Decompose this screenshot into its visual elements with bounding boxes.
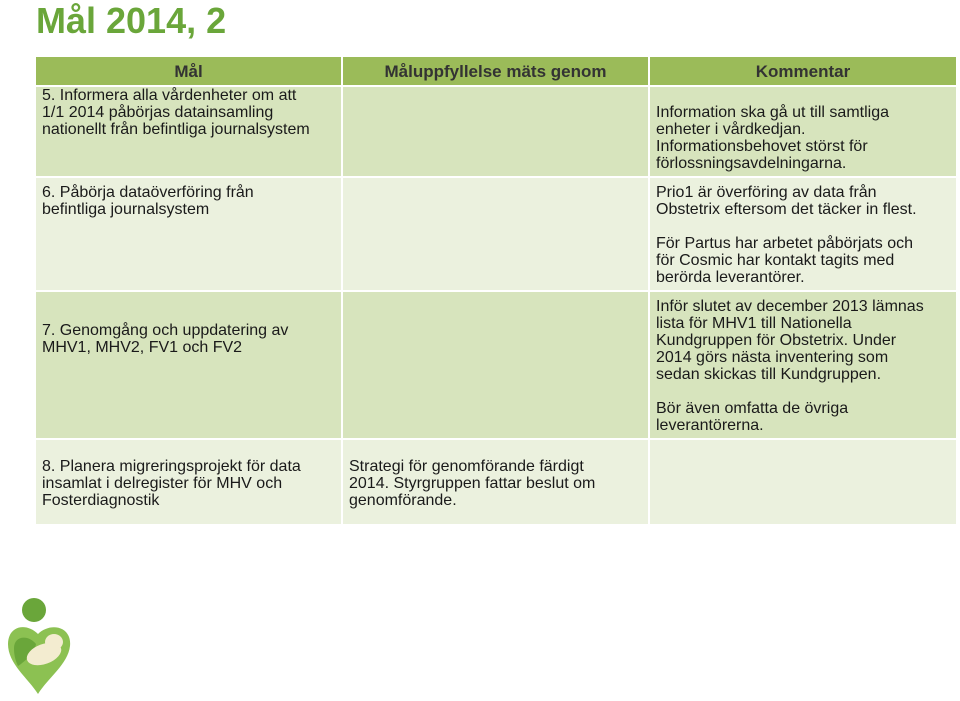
goal-text: 5. Informera alla vårdenheter om att 1/1 2014 påbörjas datainsamling nationellt från befintliga journalsystem bbox=[42, 87, 310, 138]
header-goal: Mål bbox=[35, 56, 342, 86]
table-header-row bbox=[35, 56, 957, 86]
table-row bbox=[35, 177, 957, 291]
goal-text: 6. Påbörja dataöverföring från befintliga journalsystem bbox=[42, 184, 254, 218]
goal-cell bbox=[35, 86, 342, 177]
comment-cell bbox=[649, 439, 957, 525]
measure-cell bbox=[342, 86, 649, 177]
comment-cell bbox=[649, 291, 957, 439]
measure-cell bbox=[342, 291, 649, 439]
goal-cell bbox=[35, 439, 342, 525]
comment-text: För Partus har arbetet påbörjats och för Cosmic har kontakt tagits med berörda leverantörer. bbox=[656, 235, 914, 286]
header-measure: Måluppfyllelse mäts genom bbox=[342, 56, 649, 86]
goal-text: 8. Planera migreringsprojekt för data insamlat i delregister för MHV och Fosterdiagnostik bbox=[42, 458, 301, 509]
table-row bbox=[35, 439, 957, 525]
goal-cell bbox=[35, 291, 342, 439]
page-title: Mål 2014, 2 bbox=[36, 0, 227, 41]
goals-table bbox=[34, 55, 958, 526]
table-row bbox=[35, 291, 957, 439]
logo-svg bbox=[4, 596, 76, 696]
goal-cell bbox=[35, 177, 342, 291]
header-comment: Kommentar bbox=[649, 56, 957, 86]
comment-cell bbox=[649, 177, 957, 291]
comment-cell bbox=[649, 86, 957, 177]
comment-text: Bör även omfatta de övriga leverantörerna. bbox=[656, 400, 849, 434]
measure-cell bbox=[342, 177, 649, 291]
comment-text: Prio1 är överföring av data från Obstetrix eftersom det täcker in flest. bbox=[656, 184, 917, 218]
goal-text: 7. Genomgång och uppdatering av MHV1, MHV2, FV1 och FV2 bbox=[42, 322, 289, 356]
table-row bbox=[35, 86, 957, 177]
measure-cell bbox=[342, 439, 649, 525]
comment-text: Information ska gå ut till samtliga enheter i vårdkedjan. Informationsbehovet störst för förlossningsavdelningarna. bbox=[656, 104, 889, 172]
heart-figure-logo-icon bbox=[4, 596, 76, 696]
measure-text: Strategi för genomförande färdigt 2014. Styrgruppen fattar beslut om genomförande. bbox=[349, 458, 596, 509]
comment-text: Inför slutet av december 2013 lämnas lista för MHV1 till Nationella Kundgruppen för Obstetrix. Under 2014 görs nästa inventering som sedan skickas till Kundgruppen. bbox=[656, 298, 924, 383]
